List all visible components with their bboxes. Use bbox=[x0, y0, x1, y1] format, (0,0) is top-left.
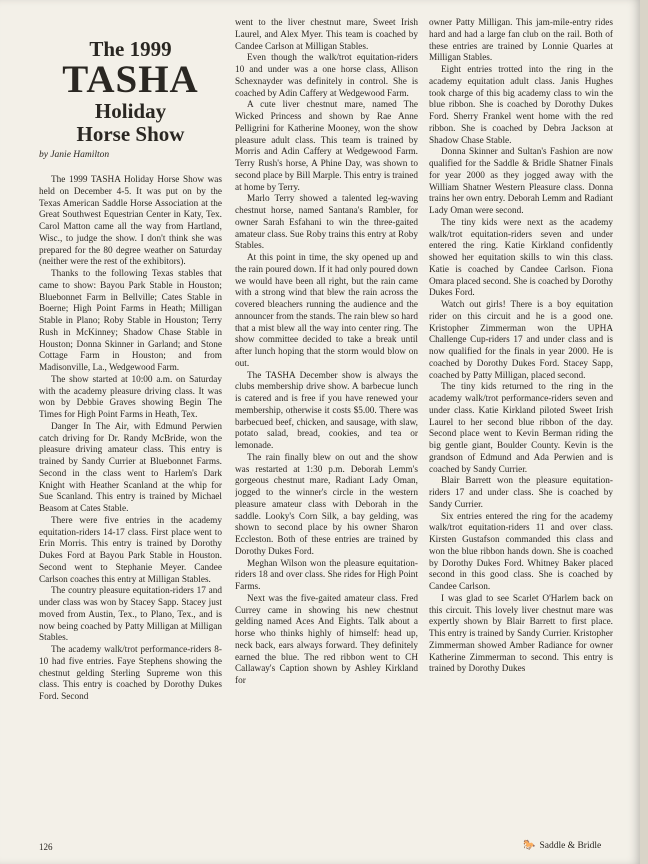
paragraph: The country pleasure equitation-riders 17 and under class was won by Stacey Sapp. Stacey just moved from Austin, Tex., to Plano, Tex., and is now being coached by Patty Milligan at Milligan Stables. bbox=[39, 586, 222, 644]
title-line-year: The 1999 bbox=[89, 37, 172, 61]
paragraph: The TASHA December show is always the clubs membership drive show. A barbecue lunch is catered and is free if you have renewed your membership, otherwise it costs $5.00. There was barbecued beef, chicken, and sausage, with slaw, potato salad, bread, cookies, and tea or lemonade. bbox=[235, 370, 418, 451]
paragraph: owner Patty Milligan. This jam-mile-entry rides hard and had a large fan club on the rail. Both of these entries are trained by Lonnie Quarles at Milligan Stables. bbox=[429, 18, 613, 64]
paragraph: Blair Barrett won the pleasure equitation-riders 17 and under class. She is coached by Sandy Currier. bbox=[429, 476, 613, 510]
column-1 bbox=[39, 175, 222, 704]
paragraph: Next was the five-gaited amateur class. Fred Currey came in showing his new chestnut gelding named Aces And Eights. Talk about a horse who thinks highly of himself: head up, neck back, ears always forward. They definitely earned the blue. The red ribbon went to CH Callaway's Caption shown by Ashley Kirkland for bbox=[235, 593, 418, 686]
title-line-tasha: TASHA bbox=[62, 58, 199, 101]
paragraph: The 1999 TASHA Holiday Horse Show was held on December 4-5. It was put on by the Texas American Saddle Horse Association at the Great Southwest Equestrian Center in Katy, Tex. Carol Matton came all the way from Hartland, Wisc., to judge the show. I don't think she was prepared for the 80 degree weather on Saturday (neither were the rest of the exhibitors). bbox=[39, 175, 222, 268]
column-2 bbox=[235, 18, 418, 688]
paragraph: Thanks to the following Texas stables that came to show: Bayou Park Stable in Houston; Bluebonnet Farm in Bellville; Cates Stable in Boerne; High Point Farms in Heath; Milligan Stable in Plano; Roby Stable in Houston; Terry Rush in McKinney; Shadow Chase Stable in Houston; Donna Skinner in Garland; and Stone Cottage Farm in Houston; and from Madisonville, La., Wedgewood Farm. bbox=[39, 269, 222, 373]
column-3 bbox=[429, 18, 613, 676]
title-line-holiday: Holiday bbox=[94, 99, 167, 123]
magazine-footer bbox=[523, 840, 601, 851]
paragraph: A cute liver chestnut mare, named The Wicked Princess and shown by Rae Anne Pelligrini for Katherine Mooney, won the show pleasure adult class. This team is trained by Morris and Adin Caffery at Wedgewood Farm. Terry Rush's horse, A Phine Day, was shown to second place by Bill Marple. This entry is trained at home by Terry. bbox=[235, 100, 418, 193]
horse-logo-icon: 🐎 bbox=[523, 840, 536, 851]
paragraph: There were five entries in the academy equitation-riders 14-17 class. First place went to Erin Morris. This entry is trained by Dorothy Dukes Ford at Bayou Park Stable in Houston. Second went to Stephanie Meyer. Candee Carlson coaches this entry at Milligan Stables. bbox=[39, 515, 222, 585]
page-number: 126 bbox=[39, 842, 53, 852]
paragraph: The academy walk/trot performance-riders 8-10 had five entries. Faye Stephens showing the chestnut gelding Sterling Supreme won this class. This entry is coached by Dorothy Dukes Ford. Second bbox=[39, 645, 222, 702]
paragraph: The tiny kids returned to the ring in the academy walk/trot performance-riders seven and under class. Katie Kirkland piloted Sweet Irish Laurel to her second blue ribbon of the day. Second place went to Kevin Berman riding the big gentle giant, Boulder County. Kevin is the grandson of Edmund and Ada Perwien and is coached by Sandy Currier. bbox=[429, 382, 613, 475]
paragraph: Marlo Terry showed a talented leg-waving chestnut horse, named Santana's Rambler, for owner Sarah Esfahani to win the three-gaited amateur class. Sue Roby trains this entry at Roby Stables. bbox=[235, 194, 418, 252]
paragraph: I was glad to see Scarlet O'Harlem back on this circuit. This lovely liver chestnut mare was expertly shown by Blair Barrett to first place. This entry is trained by Sandy Currier. Kristopher Zimmerman showed Amber Radiance for owner Katherine Zimmerman to second. This entry is trained by Dorothy Dukes bbox=[429, 593, 613, 675]
article-title bbox=[39, 38, 222, 146]
paragraph: The tiny kids were next as the academy walk/trot equitation-riders seven and under entered the ring. Katie Kirkland confidently showed her equitation skills to win this class. Katie is coached by Candee Carlson. Fiona Omara placed second. She is coached by Dorothy Dukes Ford. bbox=[429, 217, 613, 299]
paragraph: At this point in time, the sky opened up and the rain poured down. If it had only poured down we would have been all right, but the rain came with a strong wind that blew the rain across the covered bleachers running the audience and the announcer from the stands. The rain blew so hard that a mist blew all the way into center ring. The show committee decided to take a break until after lunch hoping that the storm would blow on out. bbox=[235, 253, 418, 369]
title-line-horse-show: Horse Show bbox=[76, 122, 185, 146]
paragraph: The show started at 10:00 a.m. on Saturday with the academy pleasure driving class. It was won by Debbie Graves showing Begin The Times for High Point Farms in Heath, Tex. bbox=[39, 374, 222, 420]
paragraph: The rain finally blew on out and the show was restarted at 1:30 p.m. Deborah Lemm's gorgeous chestnut mare, Radiant Lady Oman, jogged to the winner's circle in the western pleasure amateur class with Deborah in the saddle. Looky's Corn Silk, a bay gelding, was shown to second place by his owner Sharon Eccleston. Both of these entries are trained by Dorothy Dukes Ford. bbox=[235, 452, 418, 557]
paragraph: Watch out girls! There is a boy equitation rider on this circuit and he is a good one. Kristopher Zimmerman won the UPHA Challenge Cup-riders 17 and under class and is now qualified for the finals in year 2000. He is coached by Dorothy Dukes Ford. Stacey Sapp, coached by Patty Milligan, placed second. bbox=[429, 300, 613, 381]
paragraph: Donna Skinner and Sultan's Fashion are now qualified for the Saddle & Bridle Shatner Finals for year 2000 as they jogged away with the William Shatner Western Pleasure class. Donna trains her own entry. Deborah Lemm and Radiant Lady Oman were second. bbox=[429, 147, 613, 216]
byline: by Janie Hamilton bbox=[39, 150, 110, 160]
paragraph: Meghan Wilson won the pleasure equitation-riders 18 and over class. She rides for High Point Farms. bbox=[235, 558, 418, 592]
magazine-name: Saddle & Bridle bbox=[539, 840, 602, 851]
paragraph: Six entries entered the ring for the academy walk/trot equitation-riders 11 and over class. Kirsten Gustafson commanded this class and won the blue ribbon hands down. She is coached by Dorothy Dukes Ford. Whitney Baker placed second in this good class. She is coached by Candee Carlson. bbox=[429, 511, 613, 592]
paragraph: went to the liver chestnut mare, Sweet Irish Laurel, and Alex Myer. This team is coached by Candee Carlson at Milligan Stables. bbox=[235, 18, 418, 52]
paragraph: Eight entries trotted into the ring in the academy equitation adult class. Janis Hughes took charge of this big academy class to win the blue ribbon. She is coached by Dorothy Dukes Ford. Sherry Frankel went home with the red ribbon. She is coached by Debra Jackson at Shadow Chase Stable. bbox=[429, 65, 613, 146]
paragraph: Even though the walk/trot equitation-riders 10 and under was a one horse class, Allison Schexnayder was definitely in control. She is coached by Adin Caffery at Wedgewood Farm. bbox=[235, 53, 418, 99]
paragraph: Danger In The Air, with Edmund Perwien catch driving for Dr. Randy McBride, won the pleasure driving amateur class. This entry is trained by Sandy Currier at Bluebonnet Farms. Second in the class went to Harlem's Dark Knight with Heather Scanland at the whip for Sue Scanland. This entry is trained by Michael Beasom at Cates Stable. bbox=[39, 421, 222, 514]
